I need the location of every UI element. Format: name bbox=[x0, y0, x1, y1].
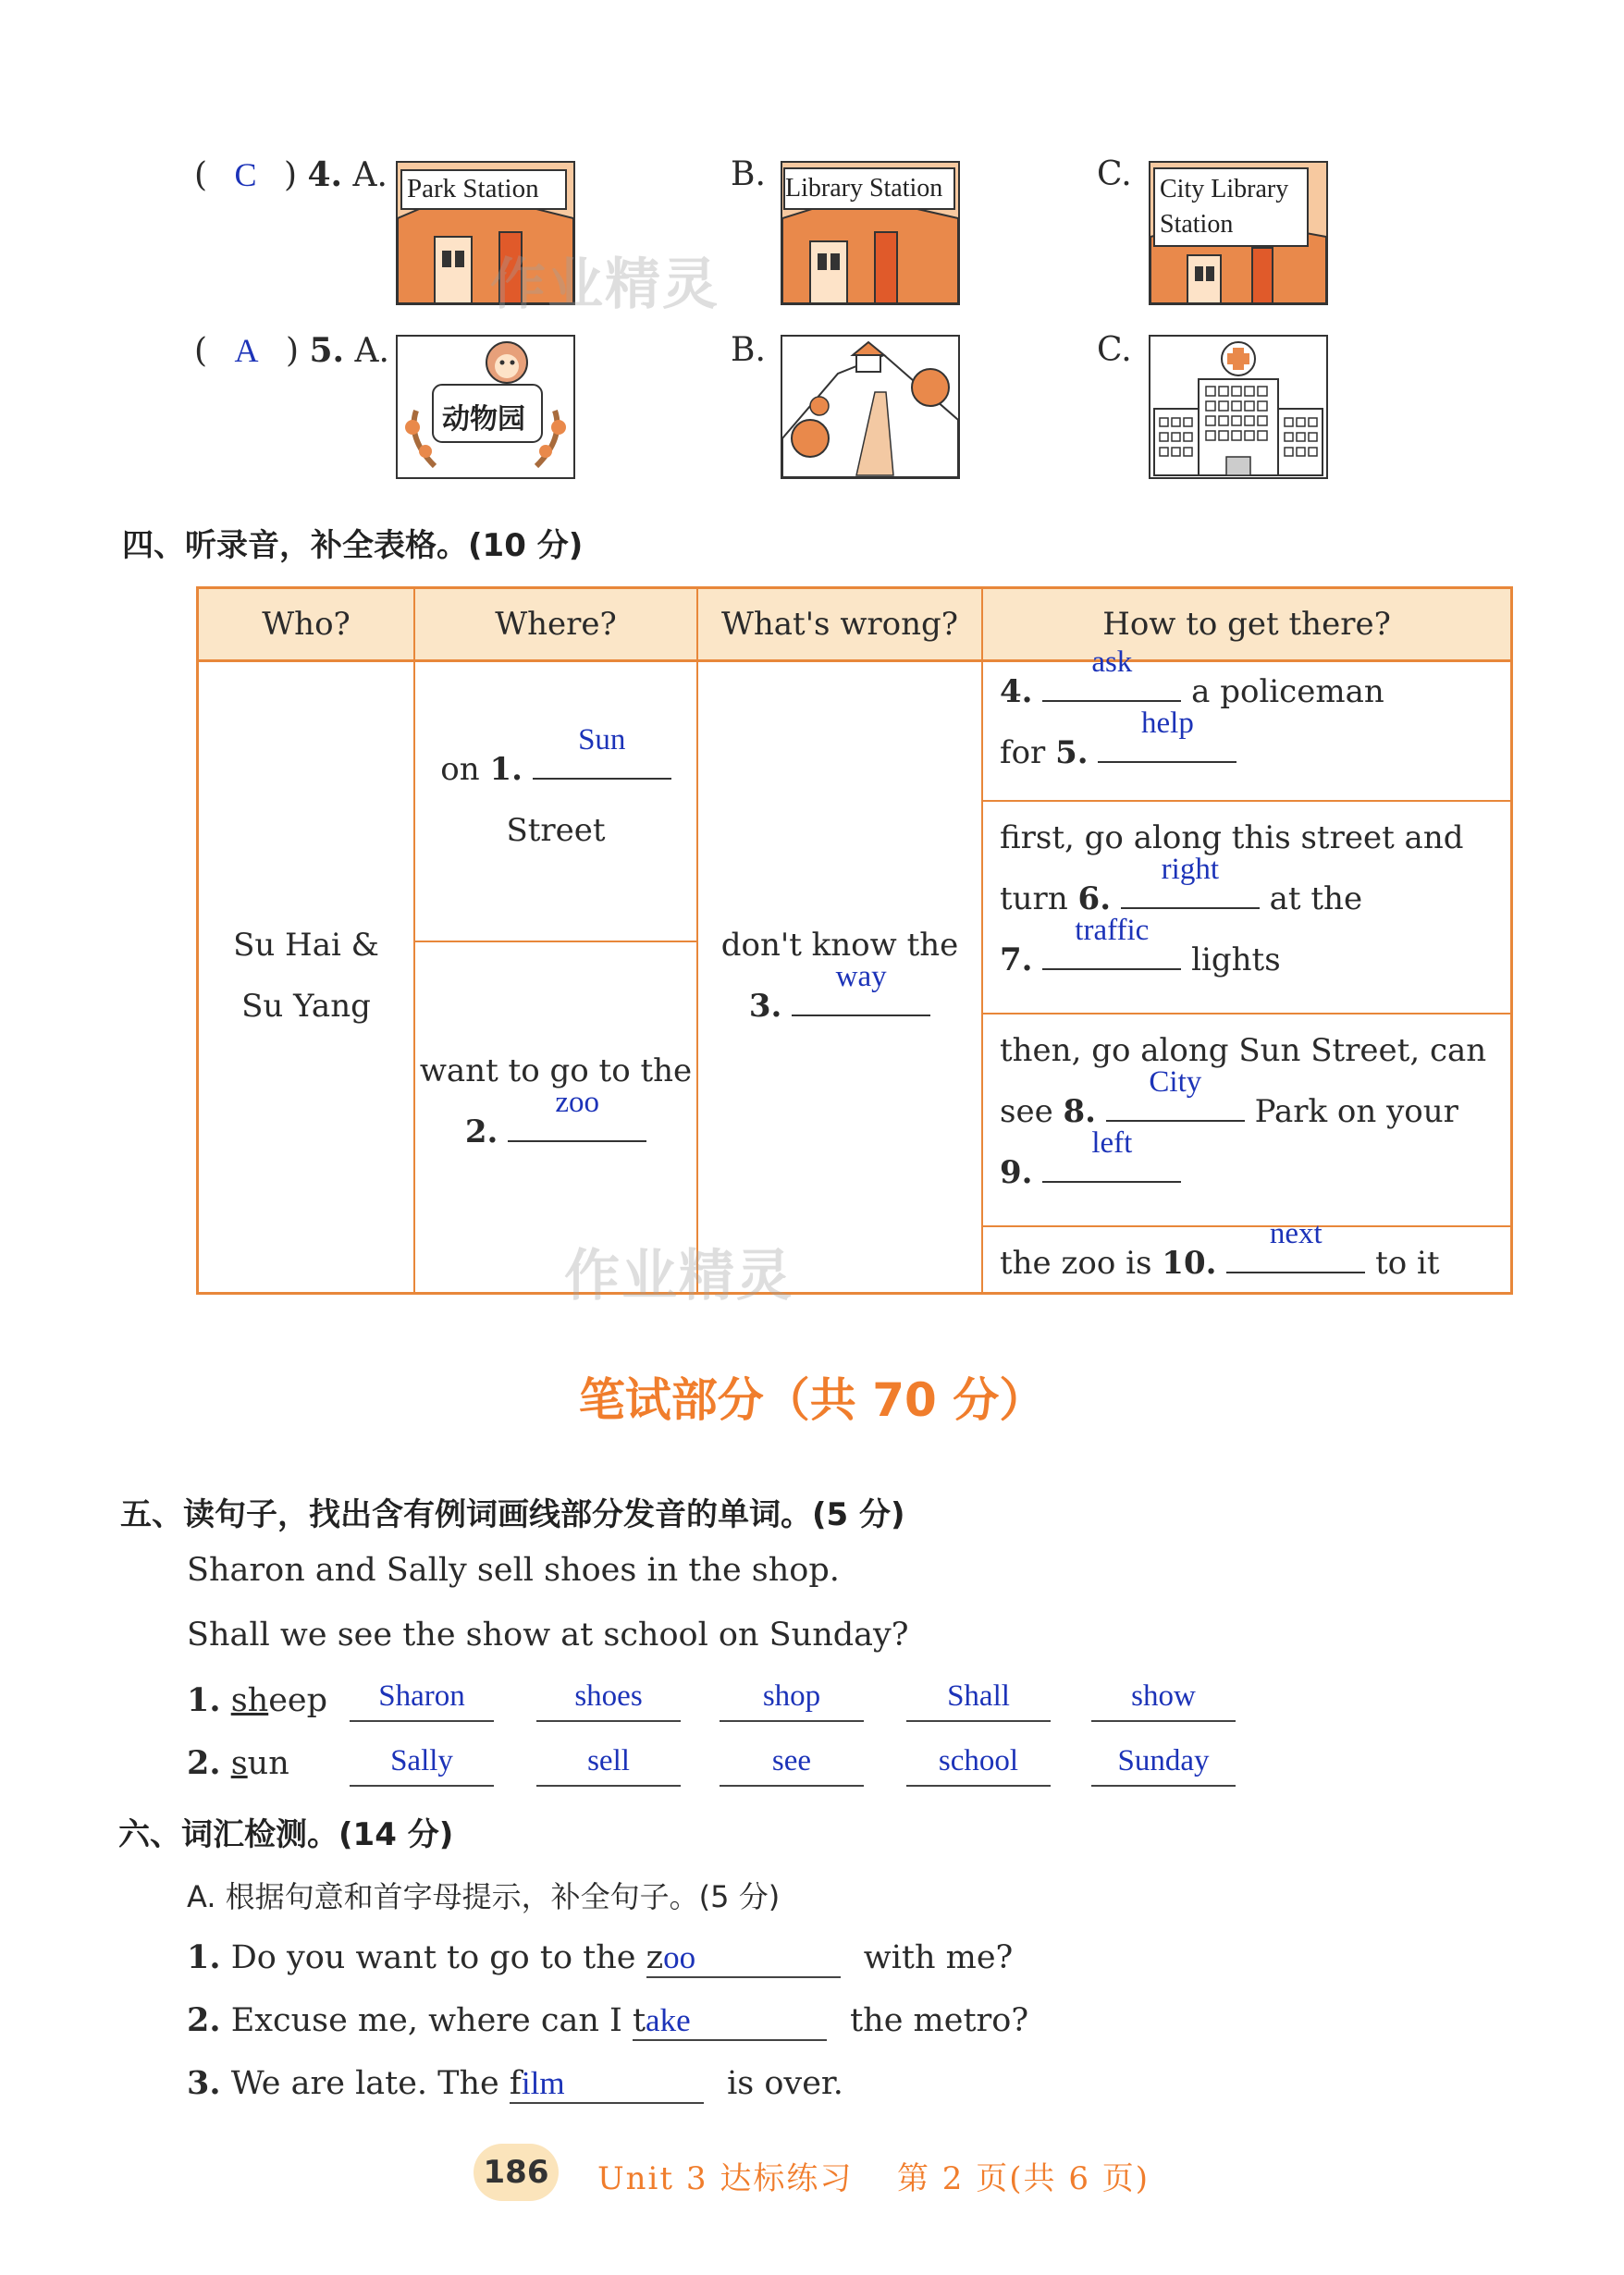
row1-answer-5: show bbox=[1131, 1679, 1196, 1713]
q4-answer[interactable]: C bbox=[234, 156, 257, 193]
blank-5[interactable] bbox=[1098, 707, 1236, 763]
q4-label bbox=[194, 155, 388, 194]
row1-blank-3[interactable] bbox=[720, 1679, 864, 1722]
blank-5-answer: help bbox=[1141, 707, 1194, 740]
vocab-q3-answer: ilm bbox=[521, 2065, 565, 2101]
blank-8-number: 8. bbox=[1063, 1093, 1097, 1130]
how-r2-line-1: first, go along this street and bbox=[1000, 819, 1464, 856]
q5-row-1 bbox=[187, 1681, 327, 1719]
row2-answer-4: school bbox=[938, 1744, 1019, 1777]
written-part-title: 笔试部分（共 70 分） bbox=[578, 1373, 1046, 1427]
section5-title: 五、读句子，找出含有例词画线部分发音的单词。(5 分) bbox=[120, 1496, 905, 1533]
row-divider bbox=[981, 800, 1510, 802]
where1-pre: on bbox=[440, 751, 480, 788]
blank-5-number: 5. bbox=[1055, 734, 1089, 771]
row2-blank-1[interactable] bbox=[350, 1744, 494, 1787]
blank-6-answer: right bbox=[1161, 853, 1219, 886]
row2-answer-2: sell bbox=[587, 1744, 630, 1777]
blank-9-answer: left bbox=[1091, 1126, 1133, 1160]
row2-blank-4[interactable] bbox=[906, 1744, 1051, 1787]
blank-3-answer: way bbox=[835, 960, 887, 993]
vocab-q1-blank[interactable] bbox=[646, 1939, 841, 1978]
example-underlined: s bbox=[230, 1745, 248, 1782]
watermark: 作业精灵 bbox=[564, 1244, 794, 1309]
section4-title: 四、听录音，补全表格。(10 分) bbox=[122, 527, 584, 564]
blank-4-number: 4. bbox=[1000, 673, 1033, 710]
vocab-q2 bbox=[187, 2001, 1028, 2041]
row1-number: 1. bbox=[187, 1681, 221, 1719]
row2-answer-1: Sally bbox=[390, 1744, 453, 1777]
who-cell bbox=[199, 915, 413, 1037]
q5-number: 5. bbox=[309, 331, 345, 370]
how-r2-lights: lights bbox=[1191, 941, 1281, 978]
row2-blank-3[interactable] bbox=[720, 1744, 864, 1787]
header-where: Where? bbox=[495, 606, 617, 643]
blank-1-number: 1. bbox=[489, 751, 523, 788]
wrong-pre: don't know the bbox=[720, 927, 959, 964]
row1-answer-4: Shall bbox=[947, 1679, 1010, 1713]
how-row-1 bbox=[1000, 646, 1384, 783]
q4-picture-c[interactable] bbox=[1149, 161, 1328, 305]
where2-pre: want to go to the bbox=[419, 1052, 693, 1089]
how-r3-line-1: then, go along Sun Street, can bbox=[1000, 1032, 1487, 1069]
blank-6-number: 6. bbox=[1077, 880, 1112, 917]
q4-number: 4. bbox=[307, 155, 343, 194]
blank-8-answer: City bbox=[1149, 1065, 1202, 1099]
q5-row-2 bbox=[187, 1744, 289, 1782]
row-divider bbox=[413, 941, 696, 942]
vocab-q3 bbox=[187, 2064, 843, 2104]
vocab-q3-number: 3. bbox=[187, 2064, 221, 2102]
wrong-cell bbox=[698, 915, 981, 1037]
sign-park-station: Park Station bbox=[407, 174, 539, 203]
blank-3[interactable] bbox=[792, 960, 930, 1016]
vocab-q2-blank[interactable] bbox=[633, 2002, 827, 2041]
row1-blank-4[interactable] bbox=[906, 1679, 1051, 1722]
paren-close: ) bbox=[283, 156, 298, 194]
row1-blank-5[interactable] bbox=[1091, 1679, 1236, 1722]
row1-answer-2: shoes bbox=[574, 1679, 643, 1713]
blank-3-number: 3. bbox=[748, 988, 782, 1025]
example-underlined: sh bbox=[230, 1682, 269, 1719]
vocab-q1-answer: oo bbox=[663, 1939, 696, 1975]
header-who: Who? bbox=[262, 606, 351, 643]
q5-answer[interactable]: A bbox=[234, 332, 259, 369]
blank-4-answer: ask bbox=[1091, 646, 1133, 679]
vocab-q1-letter: z bbox=[646, 1939, 664, 1976]
example-rest: un bbox=[247, 1745, 289, 1782]
q5-label bbox=[194, 331, 389, 370]
row-divider bbox=[981, 1013, 1510, 1015]
q5-option-c-label: C. bbox=[1097, 331, 1132, 369]
row1-blank-2[interactable] bbox=[536, 1679, 681, 1722]
who-line-1: Su Hai & bbox=[233, 927, 379, 964]
how-r1-for: for bbox=[1000, 734, 1046, 771]
vocab-q2-letter: t bbox=[632, 2002, 646, 2039]
paren-open: ( bbox=[194, 332, 208, 370]
how-r1-text: a policeman bbox=[1191, 673, 1384, 710]
where1-post: Street bbox=[506, 812, 606, 849]
watermark: 作业精灵 bbox=[490, 252, 720, 317]
vocab-q3-blank[interactable] bbox=[510, 2065, 704, 2104]
blank-7-answer: traffic bbox=[1075, 914, 1150, 947]
vocab-q2-pre: Excuse me, where can I bbox=[230, 2002, 622, 2039]
how-r4-text: the zoo is bbox=[1000, 1245, 1152, 1282]
page-number: 186 bbox=[483, 2154, 549, 2191]
blank-10[interactable] bbox=[1226, 1217, 1365, 1273]
who-line-2: Su Yang bbox=[241, 988, 371, 1025]
q5-picture-b-park[interactable] bbox=[781, 335, 960, 479]
page-number-badge bbox=[474, 2144, 559, 2201]
q4-option-c-label: C. bbox=[1097, 155, 1132, 193]
sign-line-2: Station bbox=[1160, 210, 1234, 239]
row1-answer-3: shop bbox=[762, 1679, 821, 1713]
vocab-q2-answer: ake bbox=[646, 2002, 691, 2038]
blank-10-answer: next bbox=[1269, 1217, 1323, 1250]
row2-answer-3: see bbox=[771, 1744, 812, 1777]
q5-picture-c-hospital[interactable] bbox=[1149, 335, 1328, 479]
header-how: How to get there? bbox=[1102, 606, 1391, 643]
row2-number: 2. bbox=[187, 1744, 221, 1782]
how-r2-at-the: at the bbox=[1269, 880, 1363, 917]
vocab-q2-post: the metro? bbox=[850, 2002, 1029, 2039]
header-whats-wrong: What's wrong? bbox=[720, 606, 959, 643]
row2-blank-2[interactable] bbox=[536, 1744, 681, 1787]
col-divider bbox=[981, 589, 983, 1292]
q5-option-b-label: B. bbox=[731, 331, 766, 369]
vocab-q3-pre: We are late. The bbox=[230, 2065, 499, 2102]
how-row-4 bbox=[1000, 1217, 1440, 1294]
blank-7[interactable] bbox=[1042, 914, 1181, 970]
sign-line-1: City Library bbox=[1160, 175, 1289, 203]
vocab-q1-post: with me? bbox=[863, 1939, 1014, 1976]
how-row-2 bbox=[1000, 807, 1463, 990]
paren-close: ) bbox=[285, 332, 299, 370]
blank-1[interactable] bbox=[533, 723, 671, 780]
q4-picture-b[interactable] bbox=[781, 161, 960, 305]
sign-city-library-station bbox=[1160, 172, 1288, 242]
row1-answer-1: Sharon bbox=[378, 1679, 465, 1713]
vocab-q1-pre: Do you want to go to the bbox=[230, 1939, 636, 1976]
how-r4-to-it: to it bbox=[1375, 1245, 1440, 1282]
q5-picture-a-zoo[interactable] bbox=[396, 335, 575, 479]
how-r3-park: Park on your bbox=[1254, 1093, 1458, 1130]
blank-2[interactable] bbox=[508, 1086, 646, 1142]
vocab-q3-post: is over. bbox=[727, 2065, 843, 2102]
footer-unit: Unit 3 达标练习 bbox=[597, 2160, 854, 2197]
vocab-q2-number: 2. bbox=[187, 2001, 221, 2039]
how-r2-turn: turn bbox=[1000, 880, 1068, 917]
blank-2-answer: zoo bbox=[555, 1086, 599, 1119]
blank-2-number: 2. bbox=[464, 1113, 498, 1150]
blank-9-number: 9. bbox=[1000, 1154, 1033, 1191]
q4-option-b-label: B. bbox=[731, 155, 766, 193]
sentence-1: Sharon and Sally sell shoes in the shop. bbox=[187, 1552, 840, 1589]
footer-pages: 第 2 页(共 6 页) bbox=[897, 2160, 1150, 2197]
vocab-q3-letter: f bbox=[509, 2065, 522, 2102]
how-r3-see: see bbox=[1000, 1093, 1053, 1130]
vocab-q1-number: 1. bbox=[187, 1938, 221, 1976]
where-cell-2 bbox=[415, 1040, 696, 1162]
blank-7-number: 7. bbox=[1000, 941, 1033, 978]
blank-10-number: 10. bbox=[1162, 1245, 1217, 1282]
row1-blank-1[interactable] bbox=[350, 1679, 494, 1722]
sentence-2: Shall we see the show at school on Sunday? bbox=[187, 1617, 909, 1654]
option-a: A. bbox=[354, 332, 389, 370]
vocab-q1 bbox=[187, 1938, 1013, 1978]
how-row-3 bbox=[1000, 1020, 1486, 1203]
sign-library-station: Library Station bbox=[785, 174, 943, 203]
section6-title: 六、词汇检测。(14 分) bbox=[118, 1816, 454, 1853]
example-rest: eep bbox=[268, 1682, 328, 1719]
blank-1-answer: Sun bbox=[578, 723, 626, 756]
row2-blank-5[interactable] bbox=[1091, 1744, 1236, 1787]
route-table bbox=[196, 586, 1513, 1295]
zoo-sign: 动物园 bbox=[442, 403, 525, 436]
where-cell-1 bbox=[415, 723, 696, 861]
section6-subtitle: A. 根据句意和首字母提示，补全句子。(5 分) bbox=[187, 1879, 781, 1914]
option-a: A. bbox=[352, 156, 388, 194]
row2-answer-5: Sunday bbox=[1117, 1744, 1210, 1777]
blank-9[interactable] bbox=[1042, 1126, 1181, 1183]
paren-open: ( bbox=[194, 156, 208, 194]
